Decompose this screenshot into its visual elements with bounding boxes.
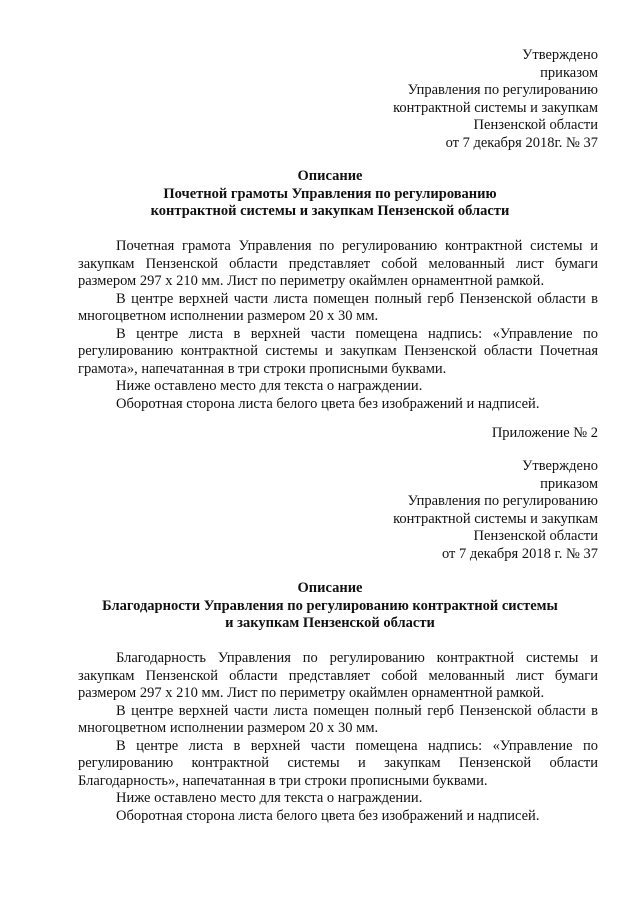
section-subtitle-line: Благодарности Управления по регулированию контрактной системы xyxy=(102,597,558,614)
paragraph: В центре листа в верхней части помещена надпись: «Управление по регулированию контрактной системы и закупкам Пензенской области Почетная грамота», напечатанная в три строки прописными буквами. xyxy=(78,325,598,377)
appendix-label: Приложение № 2 xyxy=(491,425,598,441)
section-1-heading xyxy=(60,168,600,221)
paragraph: В центре листа в верхней части помещена надпись: «Управление по регулированию контрактной системы и закупкам Пензенской области Благодарность», напечатанная в три строки прописными буквами. xyxy=(78,737,598,789)
paragraph: В центре верхней части листа помещен полный герб Пензенской области в многоцветном исполнении размером 20 х 30 мм. xyxy=(78,702,598,736)
approval-line: Пензенской области xyxy=(473,528,598,544)
approval-block-1 xyxy=(298,47,598,152)
approval-line: Утверждено xyxy=(522,47,598,63)
paragraph: В центре верхней части листа помещен полный герб Пензенской области в многоцветном исполнении размером 20 х 30 мм. xyxy=(78,290,598,324)
paragraph: Ниже оставлено место для текста о награждении. xyxy=(116,378,423,394)
section-1-body xyxy=(78,238,598,413)
approval-line: от 7 декабря 2018г. № 37 xyxy=(445,134,598,151)
section-title: Описание xyxy=(297,580,363,596)
paragraph: Благодарность Управления по регулированию контрактной системы и закупкам Пензенской области представляет собой мелованный лист бумаги размером 297 х 210 мм. Лист по периметру окаймлен орнаментной рамкой. xyxy=(78,650,598,701)
section-subtitle-line: и закупкам Пензенской области xyxy=(225,615,435,631)
approval-line: приказом xyxy=(540,475,598,492)
approval-line: Утверждено xyxy=(522,458,598,474)
section-title: Описание xyxy=(297,168,363,184)
section-2-heading xyxy=(60,580,600,633)
section-subtitle-line: Почетной грамоты Управления по регулированию xyxy=(163,185,497,202)
approval-line: Управления по регулированию xyxy=(407,493,598,509)
paragraph: Ниже оставлено место для текста о награждении. xyxy=(116,790,423,806)
approval-line: Пензенской области xyxy=(473,117,598,133)
approval-line: от 7 декабря 2018 г. № 37 xyxy=(441,545,598,562)
paragraph: Оборотная сторона листа белого цвета без изображений и надписей. xyxy=(116,807,540,824)
section-2-body xyxy=(78,650,598,825)
approval-line: контрактной системы и закупкам xyxy=(393,99,598,116)
approval-block-2 xyxy=(298,458,598,563)
approval-line: контрактной системы и закупкам xyxy=(393,510,598,527)
approval-line: приказом xyxy=(540,64,598,81)
approval-line: Управления по регулированию xyxy=(407,82,598,98)
section-subtitle-line: контрактной системы и закупкам Пензенской области xyxy=(150,203,510,219)
paragraph: Оборотная сторона листа белого цвета без изображений и надписей. xyxy=(116,395,540,412)
paragraph: Почетная грамота Управления по регулированию контрактной системы и закупкам Пензенской области представляет собой мелованный лист бумаги размером 297 х 210 мм. Лист по периметру окаймлен орнаментной рамкой. xyxy=(78,238,598,289)
